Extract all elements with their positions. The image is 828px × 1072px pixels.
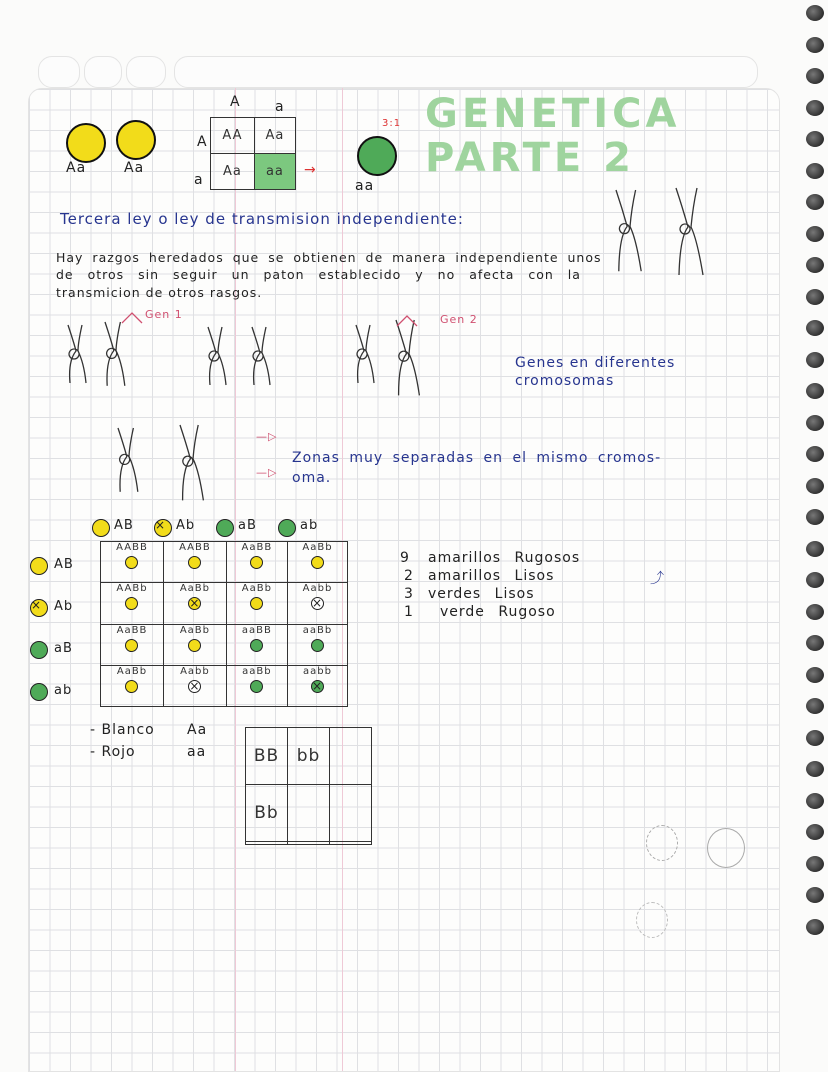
pea-icon <box>311 639 324 652</box>
cell: AA <box>211 118 255 154</box>
genotype: AaBb <box>241 583 272 595</box>
cell <box>226 542 287 583</box>
col-header: Ab <box>176 518 196 533</box>
gamete-pea <box>92 519 110 537</box>
cell: aa <box>254 154 295 190</box>
parent-genotype: Aa <box>124 160 145 176</box>
cell <box>330 785 372 842</box>
pea-icon <box>188 639 201 652</box>
cell <box>330 728 372 785</box>
punnett-square-monohybrid <box>210 117 296 190</box>
cell <box>101 665 164 706</box>
gamete-pea <box>30 599 48 617</box>
binding-ring <box>806 730 824 746</box>
pea-icon <box>188 556 201 569</box>
gamete-pea <box>154 519 172 537</box>
binding-ring <box>806 446 824 462</box>
zonas-note: oma. <box>292 470 332 486</box>
pea-icon <box>311 680 324 693</box>
arrow: —▷ <box>256 430 278 443</box>
binding-ring <box>806 163 824 179</box>
cell <box>226 665 287 706</box>
cell <box>288 785 330 842</box>
parent-pea-yellow <box>116 120 156 160</box>
binding-ring <box>806 667 824 683</box>
genotype: AABB <box>179 542 211 553</box>
parent-genotype: Aa <box>66 160 87 176</box>
paragraph-line: de otros sin seguir un paton establecido y no afecta con la <box>56 267 581 282</box>
result-text: verdes Lisos <box>428 586 535 602</box>
pea-icon <box>188 680 201 693</box>
genotype: AaBb <box>179 624 210 636</box>
col-header: AB <box>114 518 134 533</box>
genotype: AABB <box>116 542 148 553</box>
binding-ring <box>806 919 824 935</box>
cell <box>163 624 226 665</box>
col-header: aB <box>238 518 257 533</box>
cell: Aa <box>254 118 295 154</box>
binding-ring <box>806 415 824 431</box>
binding-ring <box>806 194 824 210</box>
genotype: AaBB <box>116 624 148 636</box>
row-header: aB <box>54 641 73 656</box>
color-item: - Rojo <box>90 744 136 760</box>
genotype: Aabb <box>180 665 210 677</box>
arrow: —▷ <box>256 466 278 479</box>
faint-circle <box>636 902 668 938</box>
tab-3 <box>126 56 166 88</box>
pea-icon <box>125 556 138 569</box>
pea-icon <box>311 556 324 569</box>
binding-ring <box>806 226 824 242</box>
genotype: aaBb <box>242 665 272 677</box>
genotype: aaBb <box>302 624 333 636</box>
ratio-note: 3:1 <box>382 118 402 129</box>
result-count: 1 <box>404 604 414 620</box>
pea-icon <box>125 597 138 610</box>
col-header: ab <box>300 518 319 533</box>
pea-icon <box>250 680 263 693</box>
arrow: → <box>304 162 317 178</box>
cell: BB <box>246 728 288 785</box>
color-genotype: aa <box>187 744 207 760</box>
color-genotype: Aa <box>187 722 208 738</box>
genotype: aaBB <box>241 624 272 636</box>
pea-icon <box>250 556 263 569</box>
result-text: amarillos Rugosos <box>428 550 581 566</box>
binding-ring <box>806 572 824 588</box>
row-header: a <box>194 172 204 188</box>
binding-ring <box>806 541 824 557</box>
color-item: - Blanco <box>90 722 155 738</box>
result-count: 9 <box>400 550 410 566</box>
row-header: A <box>197 134 208 150</box>
result-count: 2 <box>404 568 414 584</box>
genotype: AaBb <box>179 583 210 595</box>
cell <box>246 842 288 845</box>
cell <box>226 624 287 665</box>
genotype: Aabb <box>302 583 333 595</box>
result-text: verde Rugoso <box>440 604 556 620</box>
punnett-square-dihybrid <box>100 541 348 707</box>
binding-ring <box>806 5 824 21</box>
binding-ring <box>806 698 824 714</box>
pea-icon <box>250 597 263 610</box>
cell <box>287 542 347 583</box>
gamete-pea <box>30 683 48 701</box>
binding-ring <box>806 37 824 53</box>
tab-long <box>174 56 758 88</box>
binding-ring <box>806 68 824 84</box>
binding-ring <box>806 352 824 368</box>
offspring-pea-green <box>357 136 397 176</box>
tab-2 <box>84 56 122 88</box>
genotype: AaBb <box>116 665 148 677</box>
offspring-genotype: aa <box>355 178 375 194</box>
pea-icon <box>311 597 324 610</box>
cell <box>330 842 372 845</box>
binding-ring <box>806 887 824 903</box>
cell: Aa <box>211 154 255 190</box>
parent-pea-yellow <box>66 123 106 163</box>
row-header: ab <box>54 683 73 698</box>
binding-ring <box>806 289 824 305</box>
gen1-label: Gen 1 <box>145 308 183 321</box>
gamete-pea <box>30 641 48 659</box>
gen2-label: Gen 2 <box>440 313 478 326</box>
cell: Bb <box>246 785 288 842</box>
binding-ring <box>806 509 824 525</box>
zonas-note: Zonas muy separadas en el mismo cromos- <box>292 450 662 466</box>
binding-ring <box>806 604 824 620</box>
faint-circle <box>646 825 678 861</box>
gamete-pea <box>216 519 234 537</box>
cell <box>288 842 330 845</box>
binding-ring <box>806 761 824 777</box>
paragraph-line: Hay razgos heredados que se obtienen de manera independiente unos <box>56 250 602 265</box>
col-header: a <box>275 99 285 115</box>
cell <box>163 542 226 583</box>
row-header: AB <box>54 557 74 572</box>
pea-icon <box>125 639 138 652</box>
genotype: AABb <box>116 583 148 595</box>
pea-icon <box>188 597 201 610</box>
pea-icon <box>125 680 138 693</box>
binding-ring <box>806 383 824 399</box>
binding-ring <box>806 824 824 840</box>
binding-ring <box>806 856 824 872</box>
binding-ring <box>806 100 824 116</box>
gamete-pea <box>278 519 296 537</box>
binding-ring <box>806 635 824 651</box>
cell <box>287 583 347 624</box>
cell <box>101 542 164 583</box>
cell <box>101 624 164 665</box>
col-header: A <box>230 94 241 110</box>
cell <box>226 583 287 624</box>
cell <box>101 583 164 624</box>
binding-ring <box>806 257 824 273</box>
paragraph-line: transmicion de otros rasgos. <box>56 285 263 300</box>
cell: bb <box>288 728 330 785</box>
binding-ring <box>806 320 824 336</box>
section-heading: Tercera ley o ley de transmision independiente: <box>60 210 464 228</box>
cell <box>163 665 226 706</box>
page-title: GENETICA PARTE 2 <box>425 91 681 181</box>
pea-icon <box>250 639 263 652</box>
binding-ring <box>806 131 824 147</box>
cell <box>163 583 226 624</box>
gamete-pea <box>30 557 48 575</box>
result-text: amarillos Lisos <box>428 568 555 584</box>
arrow: ⤴ <box>650 571 665 587</box>
genes-note: Genes en diferentes <box>515 355 676 371</box>
genotype: AaBB <box>241 542 273 553</box>
binding-ring <box>806 793 824 809</box>
cell <box>287 624 347 665</box>
genotype: aabb <box>302 665 332 677</box>
tab-1 <box>38 56 80 88</box>
faint-circle <box>707 828 745 868</box>
punnett-square-small <box>245 727 372 845</box>
binding-ring <box>806 478 824 494</box>
cell <box>287 665 347 706</box>
genes-note: cromosomas <box>515 373 615 389</box>
result-count: 3 <box>404 586 414 602</box>
genotype: AaBb <box>302 542 333 553</box>
row-header: Ab <box>54 599 74 614</box>
